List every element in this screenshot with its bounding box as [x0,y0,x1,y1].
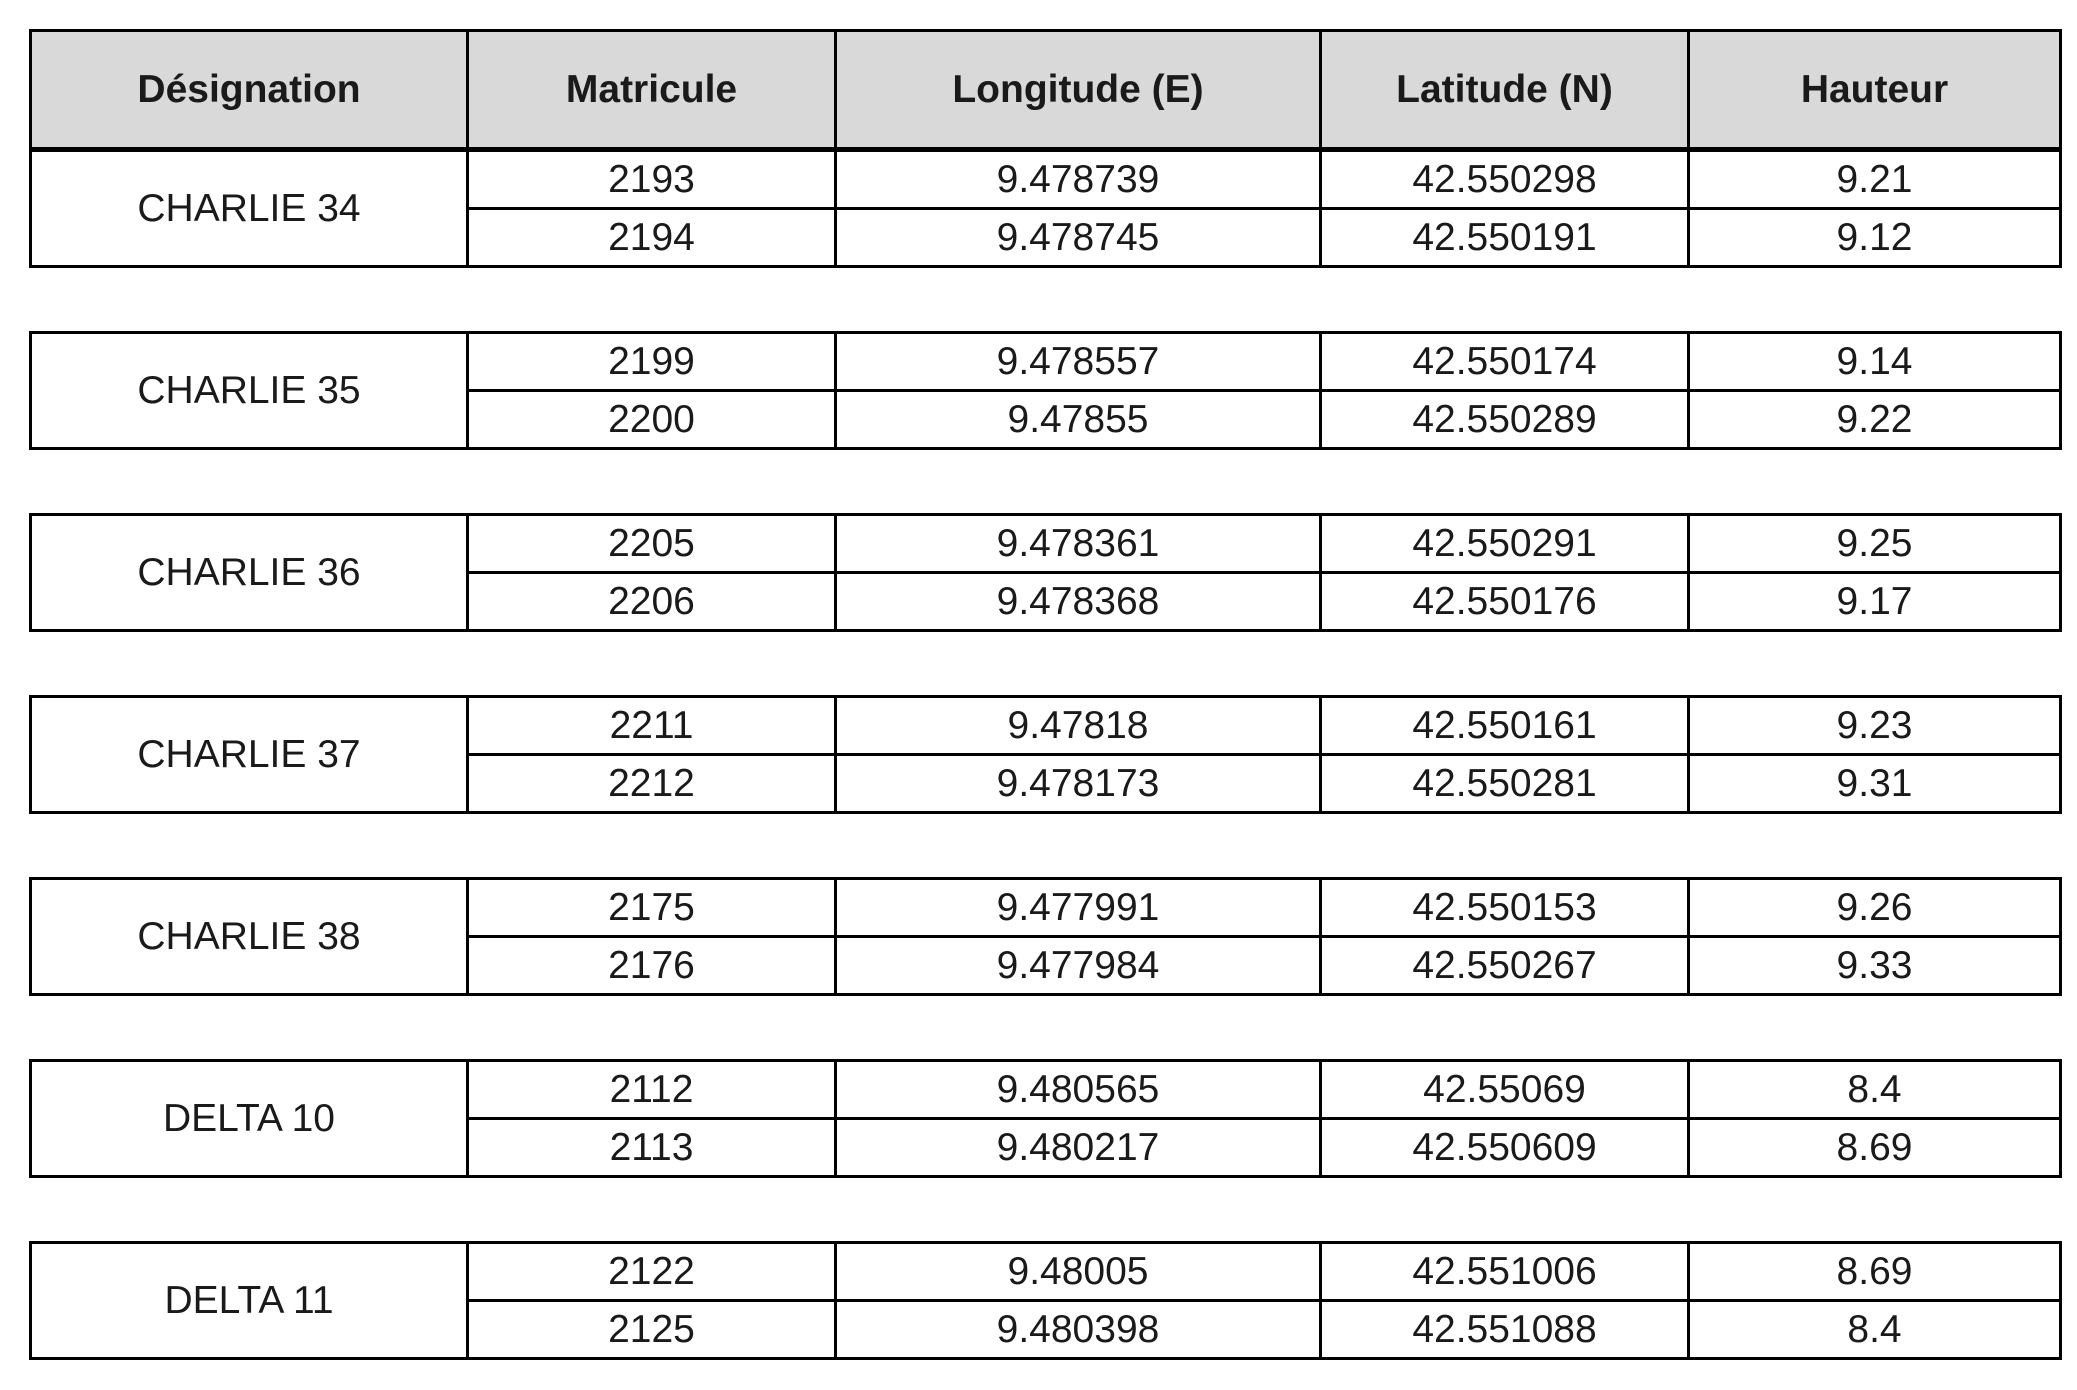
designation-cell: DELTA 11 [31,1243,468,1359]
longitude-cell: 9.480565 [836,1061,1321,1119]
latitude-cell: 42.550176 [1321,573,1689,631]
header-longitude: Longitude (E) [836,31,1321,149]
table-row [31,697,2061,755]
group-table [29,695,2062,814]
matricule-cell: 2113 [468,1119,836,1177]
matricule-cell: 2199 [468,333,836,391]
hauteur-cell: 9.21 [1689,151,2061,209]
longitude-cell: 9.477984 [836,937,1321,995]
header-latitude: Latitude (N) [1321,31,1689,149]
latitude-cell: 42.550161 [1321,697,1689,755]
header-table [29,29,2062,150]
hauteur-cell: 9.33 [1689,937,2061,995]
hauteur-cell: 9.14 [1689,333,2061,391]
matricule-cell: 2125 [468,1301,836,1359]
matricule-cell: 2206 [468,573,836,631]
latitude-cell: 42.550291 [1321,515,1689,573]
group-table [29,877,2062,996]
latitude-cell: 42.550609 [1321,1119,1689,1177]
designation-cell: CHARLIE 37 [31,697,468,813]
hauteur-cell: 9.22 [1689,391,2061,449]
longitude-cell: 9.478361 [836,515,1321,573]
longitude-cell: 9.478739 [836,151,1321,209]
table-row [31,1243,2061,1301]
designation-cell: CHARLIE 38 [31,879,468,995]
group-table [29,149,2062,268]
matricule-cell: 2175 [468,879,836,937]
longitude-cell: 9.478368 [836,573,1321,631]
longitude-cell: 9.480217 [836,1119,1321,1177]
group-table [29,1241,2062,1360]
latitude-cell: 42.550153 [1321,879,1689,937]
latitude-cell: 42.551006 [1321,1243,1689,1301]
table-row [31,1061,2061,1119]
longitude-cell: 9.47855 [836,391,1321,449]
group-table [29,331,2062,450]
table-row [31,515,2061,573]
table-row [31,879,2061,937]
longitude-cell: 9.48005 [836,1243,1321,1301]
hauteur-cell: 9.12 [1689,209,2061,267]
hauteur-cell: 8.4 [1689,1301,2061,1359]
longitude-cell: 9.480398 [836,1301,1321,1359]
latitude-cell: 42.55069 [1321,1061,1689,1119]
group-table [29,1059,2062,1178]
designation-cell: DELTA 10 [31,1061,468,1177]
latitude-cell: 42.550281 [1321,755,1689,813]
longitude-cell: 9.47818 [836,697,1321,755]
matricule-cell: 2194 [468,209,836,267]
table-row [31,151,2061,209]
matricule-cell: 2205 [468,515,836,573]
hauteur-cell: 9.26 [1689,879,2061,937]
designation-cell: CHARLIE 36 [31,515,468,631]
header-designation: Désignation [31,31,468,149]
longitude-cell: 9.477991 [836,879,1321,937]
header-row [31,31,2061,149]
header-hauteur: Hauteur [1689,31,2061,149]
latitude-cell: 42.550191 [1321,209,1689,267]
longitude-cell: 9.478557 [836,333,1321,391]
matricule-cell: 2211 [468,697,836,755]
designation-cell: CHARLIE 35 [31,333,468,449]
latitude-cell: 42.550267 [1321,937,1689,995]
matricule-cell: 2122 [468,1243,836,1301]
hauteur-cell: 8.4 [1689,1061,2061,1119]
matricule-cell: 2200 [468,391,836,449]
header-matricule: Matricule [468,31,836,149]
longitude-cell: 9.478745 [836,209,1321,267]
hauteur-cell: 9.23 [1689,697,2061,755]
hauteur-cell: 9.31 [1689,755,2061,813]
matricule-cell: 2212 [468,755,836,813]
designation-cell: CHARLIE 34 [31,151,468,267]
matricule-cell: 2193 [468,151,836,209]
hauteur-cell: 9.25 [1689,515,2061,573]
latitude-cell: 42.550289 [1321,391,1689,449]
hauteur-cell: 8.69 [1689,1243,2061,1301]
hauteur-cell: 9.17 [1689,573,2061,631]
latitude-cell: 42.551088 [1321,1301,1689,1359]
matricule-cell: 2112 [468,1061,836,1119]
latitude-cell: 42.550174 [1321,333,1689,391]
matricule-cell: 2176 [468,937,836,995]
table-row [31,333,2061,391]
longitude-cell: 9.478173 [836,755,1321,813]
group-table [29,513,2062,632]
hauteur-cell: 8.69 [1689,1119,2061,1177]
latitude-cell: 42.550298 [1321,151,1689,209]
